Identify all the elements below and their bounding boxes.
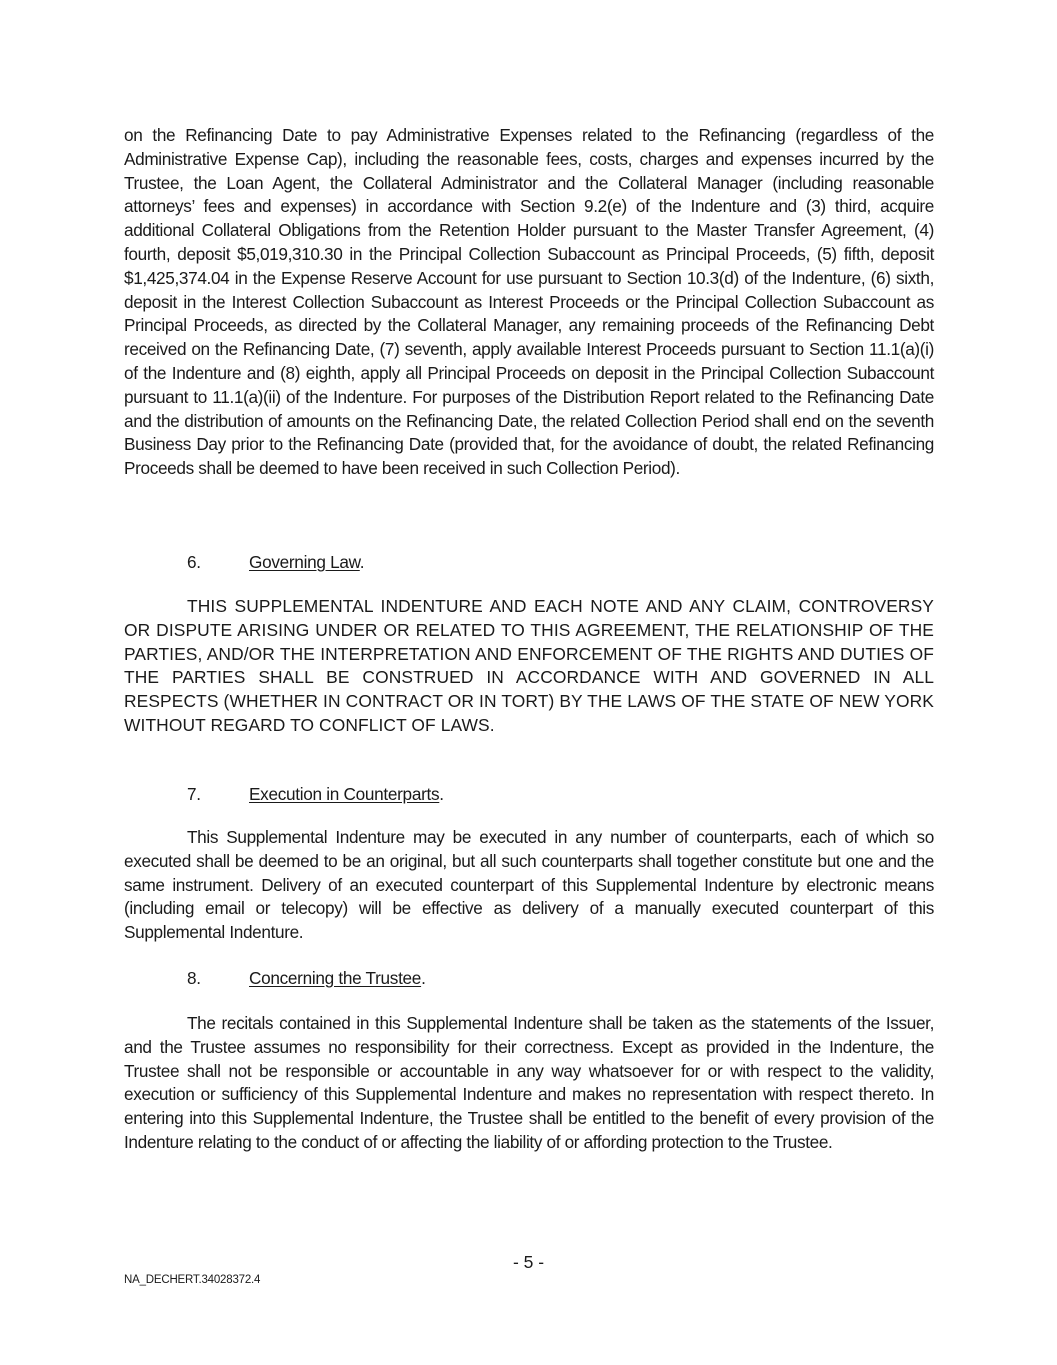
section-title: Concerning the Trustee: [249, 968, 422, 988]
refinancing-paragraph: on the Refinancing Date to pay Administrative Expenses related to the Refinancing (regardless of the Administrative Expense Cap), including the reasonable fees, costs, charges and expenses incurred by the Trustee, the Loan Agent, the Collateral Administrator and the Collateral Manager (including reasonable attorneys’ fees and expenses) in accordance with Section 9.2(e) of the Indenture and (3) third, acquire additional Collateral Obligations from the Retention Holder pursuant to the Master Transfer Agreement, (4) fourth, deposit $5,019,310.30 in the Principal Collection Subaccount as Principal Proceeds, (5) fifth, deposit $1,425,374.04 in the Expense Reserve Account for use pursuant to Section 10.3(d) of the Indenture, (6) sixth, deposit in the Interest Collection Subaccount as Interest Proceeds or the Principal Collection Subaccount as Principal Proceeds, as directed by the Collateral Manager, any remaining proceeds of the Refinancing Debt received on the Refinancing Date, (7) seventh, apply available Interest Proceeds pursuant to Section 11.1(a)(i) of the Indenture and (8) eighth, apply all Principal Proceeds on deposit in the Principal Collection Subaccount pursuant to 11.1(a)(ii) of the Indenture. For purposes of the Distribution Report related to the Refinancing Date and the distribution of amounts on the Refinancing Date, the related Collection Period shall end on the seventh Business Day prior to the Refinancing Date (provided that, for the avoidance of doubt, the related Refinancing Proceeds shall be deemed to have been received in such Collection Period).: [124, 125, 934, 479]
document-id: NA_DECHERT.34028372.4: [124, 1274, 261, 1286]
section-heading-execution-in-counterparts: [187, 783, 444, 807]
section-heading-concerning-the-trustee: [187, 967, 426, 991]
page-number: - 5 -: [512, 1252, 545, 1272]
section-heading-governing-law: [187, 551, 364, 575]
execution-in-counterparts-paragraph: This Supplemental Indenture may be executed in any number of counterparts, each of which so executed shall be deemed to be an original, but all such counterparts shall together constitute but one and the same instrument. Delivery of an executed counterpart of this Supplemental Indenture by electronic means (including email or telecopy) will be effective as delivery of a manually executed counterpart of this Supplemental Indenture.: [124, 827, 934, 943]
section-number: 6.: [187, 552, 201, 572]
section-title: Governing Law: [249, 552, 360, 572]
governing-law-paragraph: THIS SUPPLEMENTAL INDENTURE AND EACH NOTE AND ANY CLAIM, CONTROVERSY OR DISPUTE ARISING UNDER OR RELATED TO THIS AGREEMENT, THE RELATIONSHIP OF THE PARTIES, AND/OR THE INTERPRETATION AND ENFORCEMENT OF THE RIGHTS AND DUTIES OF THE PARTIES SHALL BE CONSTRUED IN ACCORDANCE WITH AND GOVERNED IN ALL RESPECTS (WHETHER IN CONTRACT OR IN TORT) BY THE LAWS OF THE STATE OF NEW YORK WITHOUT REGARD TO CONFLICT OF LAWS.: [124, 596, 934, 735]
section-title: Execution in Counterparts: [249, 784, 440, 804]
section-number: 8.: [187, 968, 201, 988]
section-number: 7.: [187, 784, 201, 804]
concerning-the-trustee-paragraph: The recitals contained in this Supplemental Indenture shall be taken as the statements of the Issuer, and the Trustee assumes no responsibility for their correctness. Except as provided in the Indenture, the Trustee shall not be responsible or accountable in any way whatsoever for or with respect to the validity, execution or sufficiency of this Supplemental Indenture and makes no representation with respect thereto. In entering into this Supplemental Indenture, the Trustee shall be entitled to the benefit of every provision of the Indenture relating to the conduct of or affecting the liability of or affording protection to the Trustee.: [124, 1013, 934, 1152]
section-title-period: .: [439, 784, 444, 804]
section-title-period: .: [359, 552, 365, 572]
section-title-period: .: [421, 968, 426, 988]
